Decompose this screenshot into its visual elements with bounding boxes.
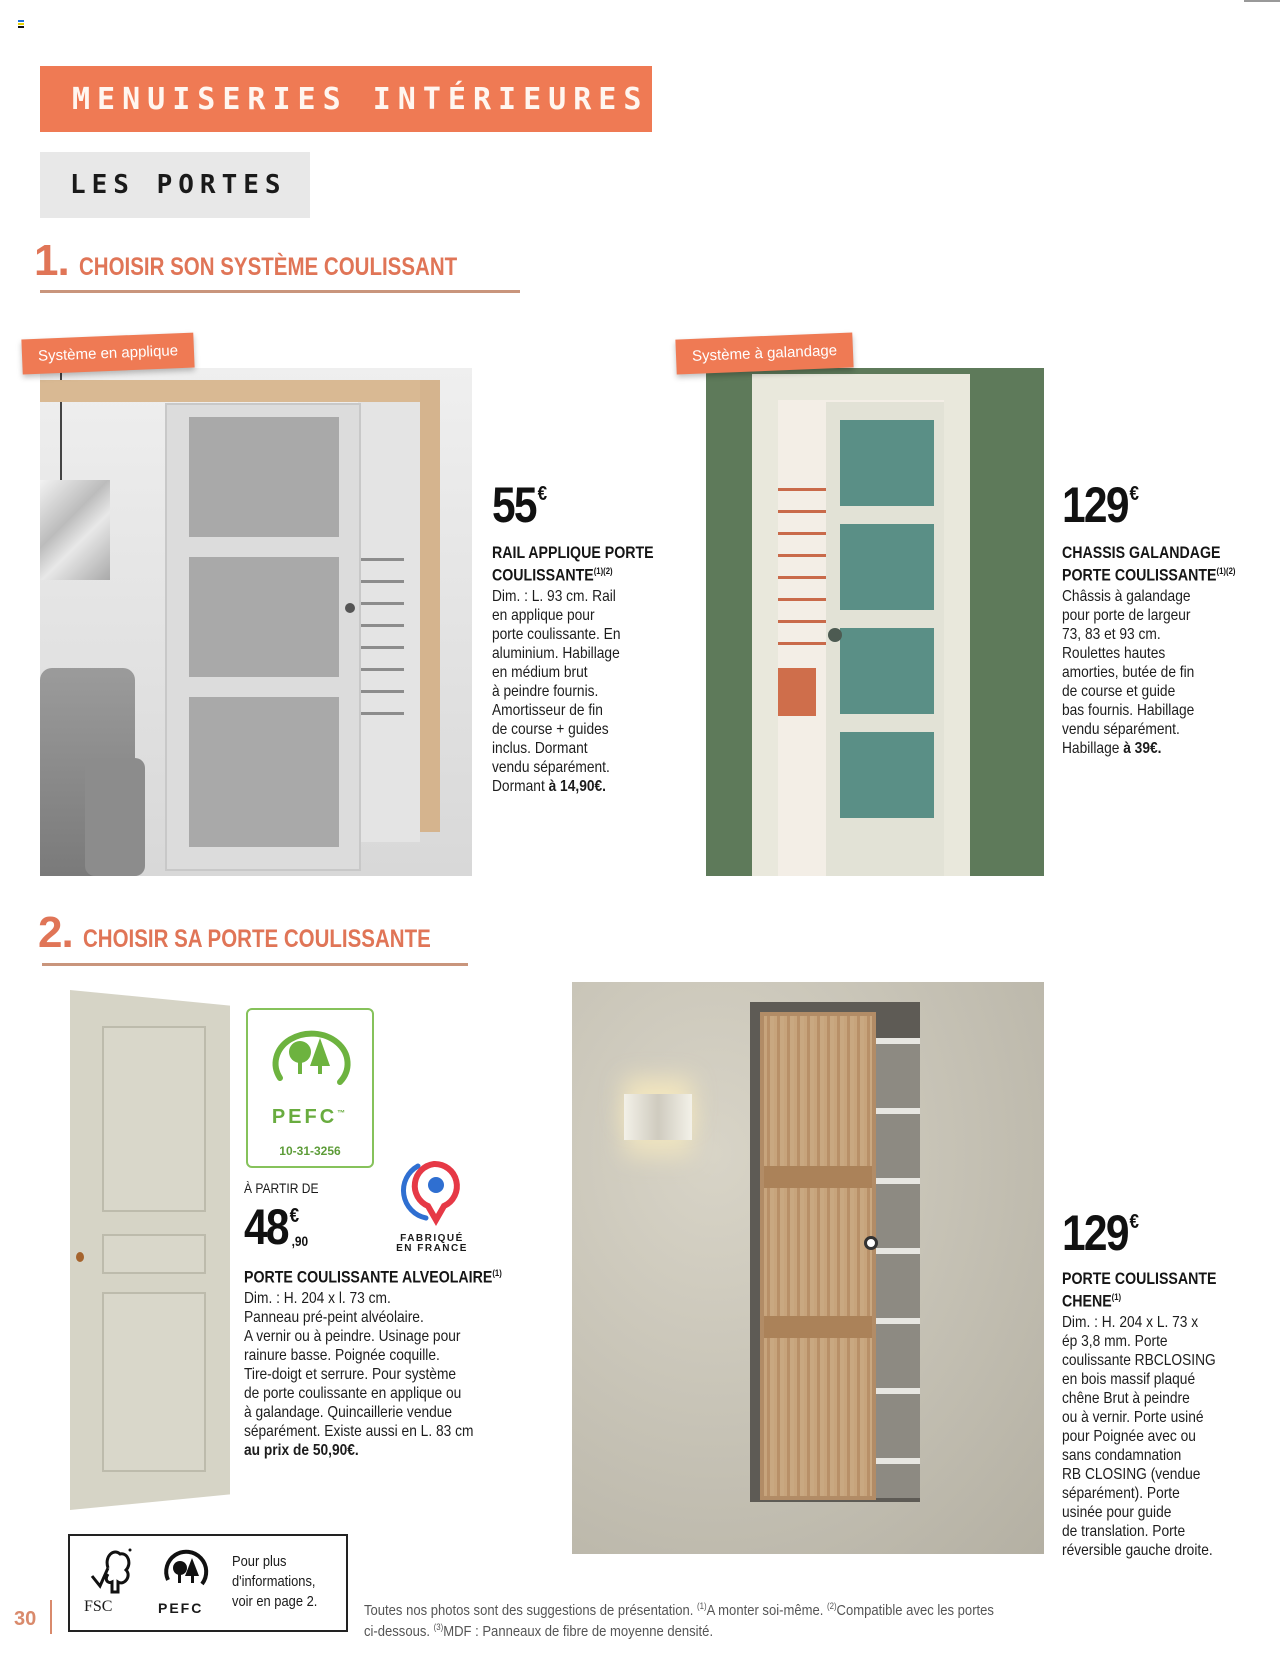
door-knob-icon xyxy=(76,1252,84,1262)
sliding-door-image xyxy=(165,403,361,871)
chassis-galandage-info xyxy=(1062,477,1272,758)
section-2-heading xyxy=(38,908,507,958)
pefc-certificate-code: 10-31-3256 xyxy=(279,1144,341,1158)
fsc-label: FSC xyxy=(84,1598,113,1615)
wall-lamp-image xyxy=(624,1094,692,1140)
section-1-number: 1. xyxy=(34,236,69,285)
wooden-rail-image xyxy=(40,380,440,402)
made-in-france-label: FABRIQUÉ EN FRANCE xyxy=(396,1233,468,1254)
price-prefix-label: À PARTIR DE xyxy=(244,1180,319,1196)
pefc-logo-icon xyxy=(270,1020,354,1096)
category-title: MENUISERIES INTÉRIEURES xyxy=(72,82,649,117)
footnote: Toutes nos photos sont des suggestions de présentation. $^{(1)}$A monter soi-même. $^{(2)}$Compatible avec les portes ci-dessous. $^{(3)}$MDF : Panneaux de fibre de moyenne densité. xyxy=(364,1601,994,1640)
porte-alveolaire-description: Dim. : H. 204 x l. 73 cm. Panneau pré-peint alvéolaire. A vernir ou à peindre. Usinage pour rainure basse. Poignée coquille. Tire-doigt et serrure. Pour système de porte coulissante en applique ou à galandage. Quincaillerie vendue séparément. Existe aussi en L. 83 cm au prix de 50,90€. xyxy=(244,1289,474,1459)
top-rule xyxy=(1244,0,1280,2)
subcategory-title: LES PORTES xyxy=(70,170,287,200)
page-number-divider xyxy=(50,1600,52,1634)
rail-applique-info xyxy=(492,477,682,796)
certification-box xyxy=(68,1534,348,1632)
rail-applique-photo xyxy=(40,368,472,876)
print-registration-mark xyxy=(18,20,24,28)
rail-applique-description: Dim. : L. 93 cm. Rail en applique pour porte coulissante. En aluminium. Habillage en médium brut à peindre fournis. Amortisseur de fin de course + guides inclus. Dormant vendu séparément. Dormant à 14,90€. xyxy=(492,587,621,795)
chassis-galandage-description: Châssis à galandage pour porte de largeur 73, 83 et 93 cm. Roulettes hautes amorties, butée de fin de course et guide bas fournis. Habillage vendu séparément. Habillage à 39€. xyxy=(1062,587,1195,757)
bookshelf-image xyxy=(872,1038,920,1498)
category-banner xyxy=(40,66,652,132)
tag-systeme-applique: Système en applique xyxy=(21,333,194,375)
porte-alveolaire-price: 48€ ,90 xyxy=(244,1199,309,1255)
porte-alveolaire-title: PORTE COULISSANTE ALVEOLAIRE$^{(1)}$ xyxy=(244,1268,502,1287)
glass-door-image xyxy=(826,402,944,876)
porte-alveolaire-info xyxy=(244,1180,544,1460)
door-knob-icon xyxy=(345,603,355,613)
rail-applique-title: RAIL APPLIQUE PORTE $COULISSANTE^{(1)(2)}$ xyxy=(492,544,654,585)
certification-info-text: Pour plus d'informations, voir en page 2. xyxy=(232,1553,318,1610)
tag-systeme-galandage: Système à galandage xyxy=(675,332,853,374)
door-knob-icon xyxy=(864,1236,878,1250)
page-number: 30 xyxy=(14,1608,37,1630)
oak-door-image xyxy=(760,1012,876,1500)
pefc-logo-icon xyxy=(162,1546,210,1594)
subcategory-banner xyxy=(40,152,310,218)
pendant-lamp-image xyxy=(40,480,110,580)
pefc-label: PEFC xyxy=(158,1600,204,1616)
section-2-rule xyxy=(42,963,468,966)
section-1-heading xyxy=(34,236,540,286)
pefc-badge xyxy=(246,1008,374,1168)
porte-chene-price: 129€ xyxy=(1062,1205,1138,1261)
section-2-number: 2. xyxy=(38,908,73,957)
section-1-rule xyxy=(40,290,520,293)
pefc-wordmark: PEFC™ xyxy=(271,1106,349,1128)
chassis-galandage-price: 129€ xyxy=(1062,477,1138,533)
rail-applique-price: 55€ xyxy=(492,477,546,533)
porte-chene-info xyxy=(1062,1205,1272,1560)
porte-chene-description: Dim. : H. 204 x L. 73 x ép 3,8 mm. Porte coulissante RBCLOSING en bois massif plaqué chêne Brut à peindre ou à vernir. Porte usiné pour Poignée avec ou sans condamnation RB CLOSING (vendue séparément). Porte usinée pour guide de translation. Porte réversible gauche droite. xyxy=(1062,1313,1216,1559)
door-knob-icon xyxy=(828,628,842,642)
section-1-title: CHOISIR SON SYSTÈME COULISSANT xyxy=(78,253,457,281)
porte-alveolaire-photo xyxy=(70,990,230,1510)
porte-chene-photo xyxy=(572,982,1044,1554)
section-2-title: CHOISIR SA PORTE COULISSANTE xyxy=(82,925,431,953)
fsc-tree-logo-icon xyxy=(88,1546,136,1596)
chassis-galandage-title: CHASSIS GALANDAGE PORTE $COULISSANTE^{(1)(2)}$ xyxy=(1062,544,1236,585)
porte-chene-title: PORTE COULISSANTE CHENE$^{(1)}$ xyxy=(1062,1270,1217,1311)
chassis-galandage-photo xyxy=(706,368,1044,876)
